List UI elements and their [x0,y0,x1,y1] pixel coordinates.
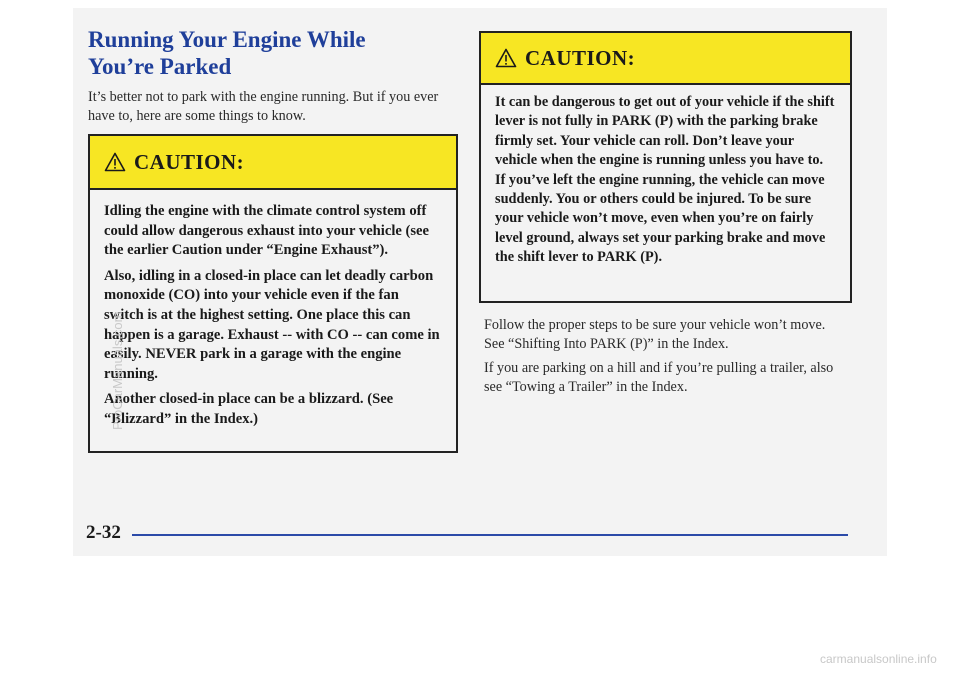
follow-text [484,316,844,402]
section-heading-line2: You’re Parked [88,54,232,79]
watermark: carmanualsonline.info [820,652,937,666]
warning-triangle-icon [104,152,126,172]
follow-paragraph: Follow the proper steps to be sure your vehicle won’t move. See “Shifting Into PARK (P)” in the Index. [484,317,826,352]
caution-paragraph: Idling the engine with the climate control system off could allow dangerous exhaust into your vehicle (see the earlier Caution under “Engine Exhaust”). [104,203,429,259]
caution-paragraph: It can be dangerous to get out of your vehicle if the shift lever is not fully in PARK (P) with the parking brake firmly set. Your vehicle can roll. Don’t leave your vehicle when the engine is running unless you have to. If you’ve left the engine running, the vehicle can move suddenly. You or others could be injured. To be sure your vehicle won’t move, even when you’re on fairly level ground, always set your parking brake and move the shift lever to PARK (P). [495,94,835,266]
intro-paragraph: It’s better not to park with the engine running. But if you ever have to, here are some things to know. [88,89,439,124]
caution-body [481,85,850,268]
footer-rule [132,534,848,536]
caution-header [481,33,850,85]
follow-paragraph: If you are parking on a hill and if you’re pulling a trailer, also see “Towing a Trailer” in the Index. [484,360,834,395]
caution-title: CAUTION: [525,45,636,70]
caution-box-right [479,31,852,303]
section-heading [88,26,366,80]
section-heading-line1: Running Your Engine While [88,27,366,52]
page-number: 2-32 [86,522,121,543]
caution-body [90,190,456,430]
caution-paragraph: Also, idling in a closed-in place can let deadly carbon monoxide (CO) into your vehicle even if the fan switch is at the highest setting. One place this can happen is a garage. Exhaust -- with CO -- can come in easily. NEVER park in a garage with the engine running. [104,267,440,382]
caution-paragraph: Another closed-in place can be a blizzard. (See “Blizzard” in the Index.) [104,391,394,427]
caution-box-left [88,134,458,453]
warning-triangle-icon [495,48,517,68]
caution-header [90,136,456,190]
side-watermark: ProCarManuals.com [110,311,125,430]
caution-title: CAUTION: [134,149,245,174]
